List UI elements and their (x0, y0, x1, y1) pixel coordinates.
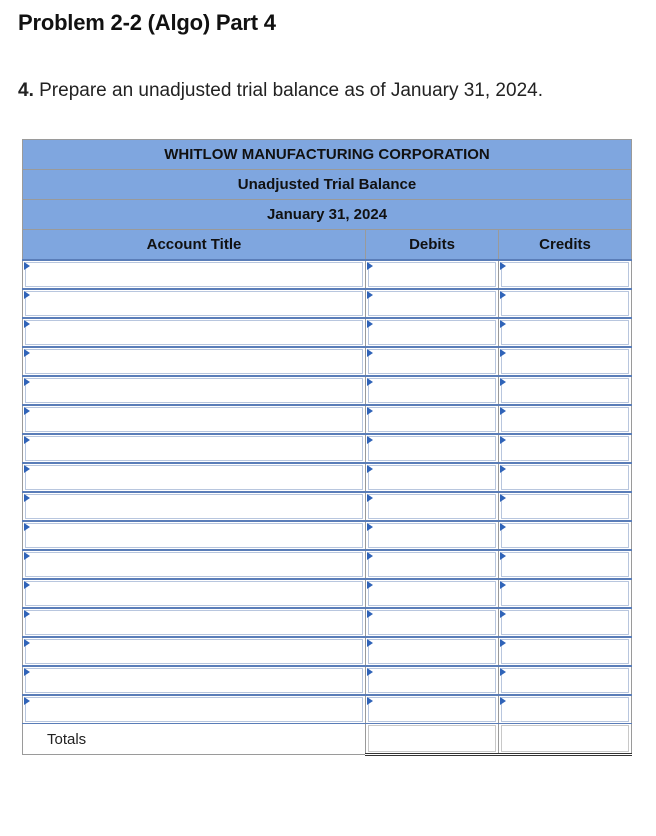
account-cell (23, 492, 366, 521)
debit-input[interactable] (368, 407, 496, 432)
table-row (23, 521, 632, 550)
credit-input[interactable] (501, 465, 629, 490)
debit-input[interactable] (368, 552, 496, 577)
credit-input[interactable] (501, 436, 629, 461)
debit-input[interactable] (368, 494, 496, 519)
credit-input[interactable] (501, 378, 629, 403)
column-header-credits: Credits (499, 230, 632, 261)
debit-cell (366, 318, 499, 347)
debit-cell (366, 608, 499, 637)
dropdown-arrow-icon[interactable] (500, 610, 506, 618)
dropdown-arrow-icon[interactable] (367, 494, 373, 502)
account-cell (23, 637, 366, 666)
debit-input[interactable] (368, 697, 496, 722)
credit-cell (499, 666, 632, 695)
table-row (23, 260, 632, 289)
debit-cell (366, 492, 499, 521)
dropdown-arrow-icon[interactable] (500, 378, 506, 386)
totals-label: Totals (23, 724, 366, 755)
account-cell (23, 463, 366, 492)
column-header-account-title: Account Title (23, 230, 366, 261)
instruction (18, 80, 543, 102)
debit-cell (366, 289, 499, 318)
debit-input[interactable] (368, 262, 496, 287)
account-cell (23, 289, 366, 318)
dropdown-arrow-icon[interactable] (24, 349, 30, 357)
credit-cell (499, 434, 632, 463)
debit-input[interactable] (368, 378, 496, 403)
dropdown-arrow-icon[interactable] (24, 668, 30, 676)
account-input[interactable] (25, 349, 363, 374)
account-cell (23, 695, 366, 724)
dropdown-arrow-icon[interactable] (24, 581, 30, 589)
table-row (23, 347, 632, 376)
dropdown-arrow-icon[interactable] (367, 320, 373, 328)
debit-input[interactable] (368, 639, 496, 664)
dropdown-arrow-icon[interactable] (500, 523, 506, 531)
table-row (23, 579, 632, 608)
account-cell (23, 550, 366, 579)
table-row (23, 695, 632, 724)
debit-cell (366, 666, 499, 695)
account-input[interactable] (25, 523, 363, 548)
credit-input[interactable] (501, 320, 629, 345)
table-row (23, 289, 632, 318)
dropdown-arrow-icon[interactable] (24, 407, 30, 415)
account-input[interactable] (25, 610, 363, 635)
dropdown-arrow-icon[interactable] (24, 291, 30, 299)
debit-cell (366, 695, 499, 724)
totals-debit-input[interactable] (368, 725, 496, 752)
dropdown-arrow-icon[interactable] (500, 407, 506, 415)
dropdown-arrow-icon[interactable] (24, 610, 30, 618)
dropdown-arrow-icon[interactable] (24, 494, 30, 502)
dropdown-arrow-icon[interactable] (24, 262, 30, 270)
account-input[interactable] (25, 697, 363, 722)
dropdown-arrow-icon[interactable] (367, 552, 373, 560)
dropdown-arrow-icon[interactable] (500, 349, 506, 357)
credit-cell (499, 463, 632, 492)
account-input[interactable] (25, 262, 363, 287)
company-name: WHITLOW MANUFACTURING CORPORATION (23, 140, 632, 170)
account-cell (23, 434, 366, 463)
debit-input[interactable] (368, 349, 496, 374)
statement-date: January 31, 2024 (23, 200, 632, 230)
account-input[interactable] (25, 436, 363, 461)
account-cell (23, 666, 366, 695)
credit-input[interactable] (501, 494, 629, 519)
account-cell (23, 260, 366, 289)
dropdown-arrow-icon[interactable] (500, 291, 506, 299)
credit-input[interactable] (501, 407, 629, 432)
account-cell (23, 347, 366, 376)
statement-name: Unadjusted Trial Balance (23, 170, 632, 200)
account-input[interactable] (25, 494, 363, 519)
credit-cell (499, 521, 632, 550)
table-row (23, 463, 632, 492)
credit-input[interactable] (501, 262, 629, 287)
table-row (23, 550, 632, 579)
dropdown-arrow-icon[interactable] (500, 436, 506, 444)
debit-cell (366, 637, 499, 666)
credit-cell (499, 579, 632, 608)
trial-balance-table (22, 139, 632, 756)
account-cell (23, 521, 366, 550)
debit-input[interactable] (368, 581, 496, 606)
dropdown-arrow-icon[interactable] (24, 320, 30, 328)
dropdown-arrow-icon[interactable] (500, 552, 506, 560)
credit-cell (499, 637, 632, 666)
credit-cell (499, 376, 632, 405)
account-input[interactable] (25, 639, 363, 664)
debit-input[interactable] (368, 610, 496, 635)
dropdown-arrow-icon[interactable] (367, 668, 373, 676)
credit-input[interactable] (501, 552, 629, 577)
table-row (23, 666, 632, 695)
table-row (23, 376, 632, 405)
table-row (23, 318, 632, 347)
credit-cell (499, 405, 632, 434)
credit-cell (499, 550, 632, 579)
dropdown-arrow-icon[interactable] (500, 320, 506, 328)
account-cell (23, 318, 366, 347)
debit-input[interactable] (368, 523, 496, 548)
page-title: Problem 2-2 (Algo) Part 4 (18, 10, 276, 35)
dropdown-arrow-icon[interactable] (367, 523, 373, 531)
debit-cell (366, 260, 499, 289)
instruction-number: 4. (18, 80, 34, 101)
dropdown-arrow-icon[interactable] (24, 378, 30, 386)
column-header-debits: Debits (366, 230, 499, 261)
credit-cell (499, 289, 632, 318)
dropdown-arrow-icon[interactable] (367, 581, 373, 589)
account-input[interactable] (25, 465, 363, 490)
credit-input[interactable] (501, 668, 629, 693)
debit-cell (366, 579, 499, 608)
dropdown-arrow-icon[interactable] (500, 668, 506, 676)
account-input[interactable] (25, 291, 363, 316)
dropdown-arrow-icon[interactable] (367, 610, 373, 618)
account-input[interactable] (25, 320, 363, 345)
dropdown-arrow-icon[interactable] (500, 697, 506, 705)
table-row (23, 637, 632, 666)
credit-cell (499, 695, 632, 724)
dropdown-arrow-icon[interactable] (367, 291, 373, 299)
debit-input[interactable] (368, 668, 496, 693)
debit-input[interactable] (368, 436, 496, 461)
dropdown-arrow-icon[interactable] (500, 639, 506, 647)
dropdown-arrow-icon[interactable] (24, 552, 30, 560)
dropdown-arrow-icon[interactable] (500, 581, 506, 589)
dropdown-arrow-icon[interactable] (24, 465, 30, 473)
account-input[interactable] (25, 668, 363, 693)
dropdown-arrow-icon[interactable] (24, 697, 30, 705)
dropdown-arrow-icon[interactable] (367, 465, 373, 473)
account-cell (23, 579, 366, 608)
debit-cell (366, 347, 499, 376)
dropdown-arrow-icon[interactable] (367, 697, 373, 705)
instruction-text: Prepare an unadjusted trial balance as of January 31, 2024. (33, 80, 543, 101)
credit-input[interactable] (501, 581, 629, 606)
credit-input[interactable] (501, 639, 629, 664)
totals-row (23, 724, 632, 755)
debit-input[interactable] (368, 465, 496, 490)
credit-input[interactable] (501, 291, 629, 316)
table-row (23, 492, 632, 521)
debit-cell (366, 434, 499, 463)
table-row (23, 434, 632, 463)
debit-cell (366, 405, 499, 434)
account-input[interactable] (25, 552, 363, 577)
account-cell (23, 608, 366, 637)
credit-cell (499, 608, 632, 637)
credit-input[interactable] (501, 610, 629, 635)
dropdown-arrow-icon[interactable] (367, 262, 373, 270)
debit-input[interactable] (368, 320, 496, 345)
credit-cell (499, 318, 632, 347)
dropdown-arrow-icon[interactable] (367, 639, 373, 647)
credit-input[interactable] (501, 523, 629, 548)
debit-cell (366, 521, 499, 550)
credit-cell (499, 260, 632, 289)
credit-input[interactable] (501, 697, 629, 722)
account-cell (23, 405, 366, 434)
account-input[interactable] (25, 407, 363, 432)
dropdown-arrow-icon[interactable] (367, 349, 373, 357)
dropdown-arrow-icon[interactable] (367, 378, 373, 386)
account-input[interactable] (25, 378, 363, 403)
dropdown-arrow-icon[interactable] (367, 407, 373, 415)
debit-cell (366, 463, 499, 492)
credit-cell (499, 347, 632, 376)
totals-credit-input[interactable] (501, 725, 629, 752)
debit-input[interactable] (368, 291, 496, 316)
dropdown-arrow-icon[interactable] (500, 494, 506, 502)
table-row (23, 608, 632, 637)
totals-debit-cell (366, 724, 499, 755)
dropdown-arrow-icon[interactable] (500, 465, 506, 473)
account-cell (23, 376, 366, 405)
credit-input[interactable] (501, 349, 629, 374)
table-row (23, 405, 632, 434)
debit-cell (366, 550, 499, 579)
dropdown-arrow-icon[interactable] (367, 436, 373, 444)
account-input[interactable] (25, 581, 363, 606)
dropdown-arrow-icon[interactable] (24, 639, 30, 647)
totals-credit-cell (499, 724, 632, 755)
dropdown-arrow-icon[interactable] (500, 262, 506, 270)
debit-cell (366, 376, 499, 405)
dropdown-arrow-icon[interactable] (24, 523, 30, 531)
dropdown-arrow-icon[interactable] (24, 436, 30, 444)
credit-cell (499, 492, 632, 521)
